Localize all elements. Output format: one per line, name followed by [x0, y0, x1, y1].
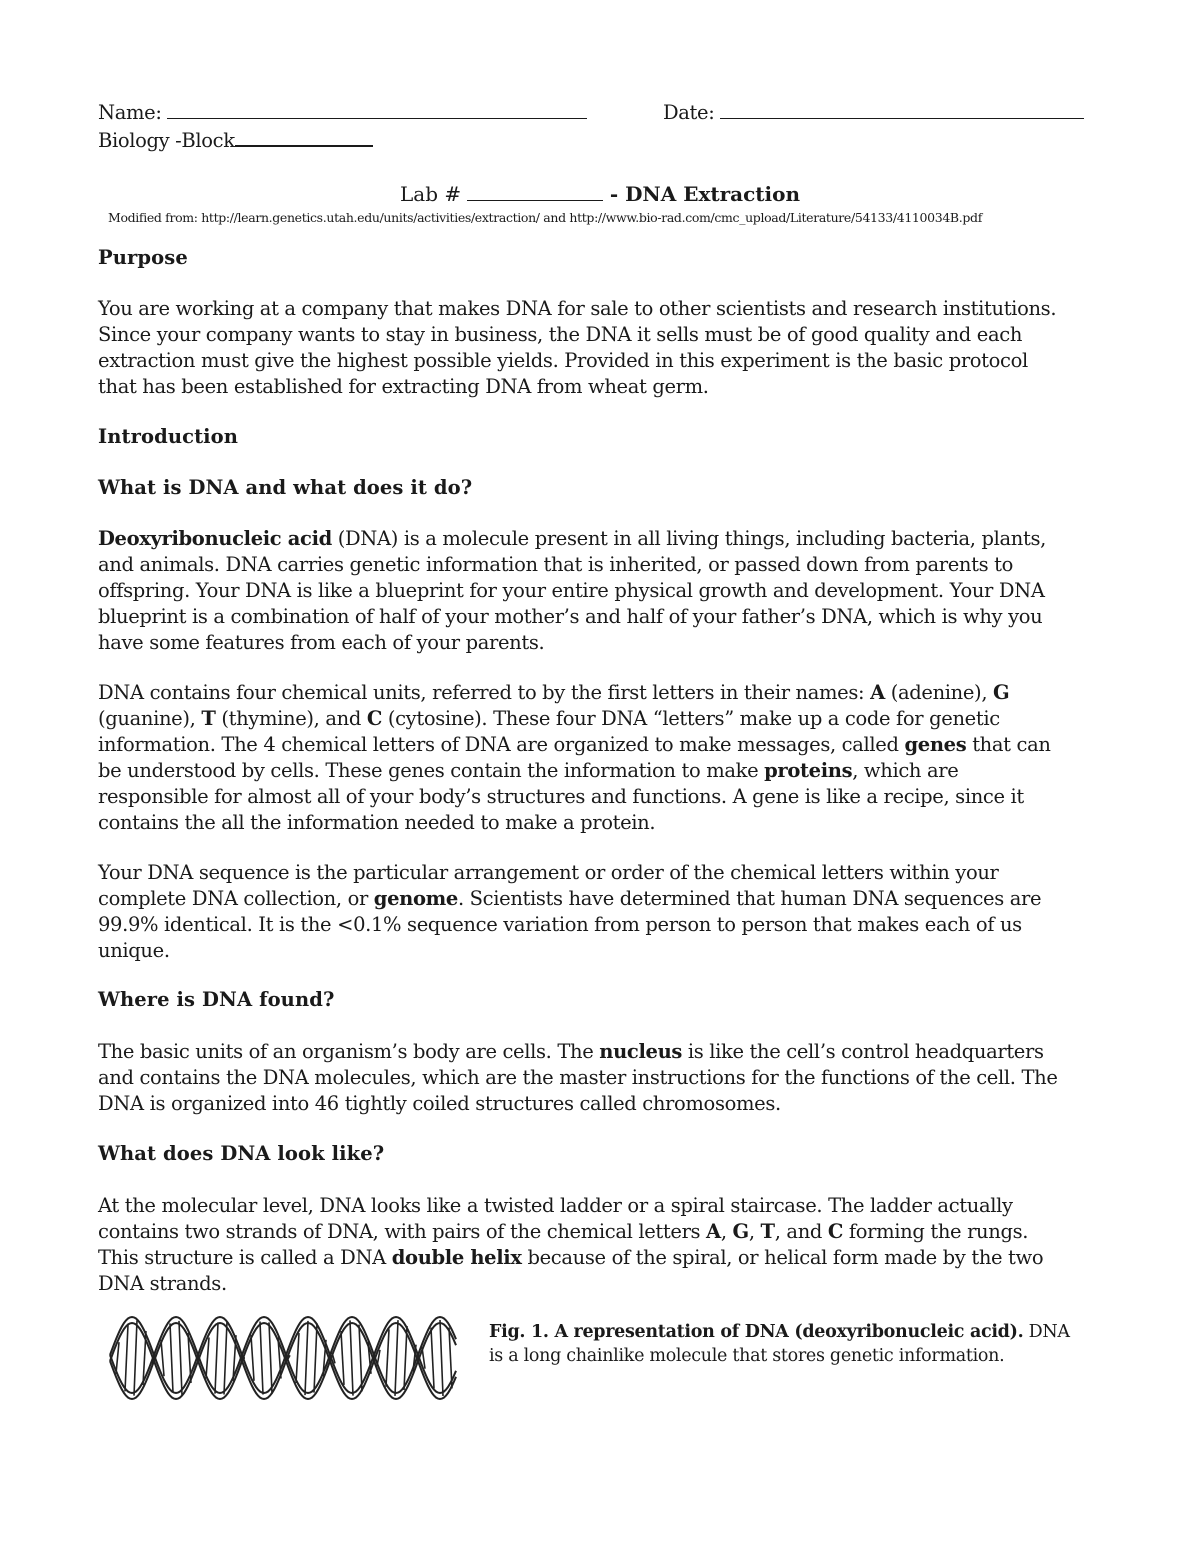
purpose-line: that has been established for extracting DNA from wheat germ.	[98, 375, 709, 398]
paragraph-line: responsible for almost all of your body’s structures and functions. A gene is like a recipe, since it	[98, 785, 1024, 808]
introduction-heading: Introduction	[98, 425, 239, 448]
term-deoxyribonucleic-acid: Deoxyribonucleic acid	[98, 527, 332, 550]
helix-rung	[359, 1325, 362, 1392]
paragraph-line: DNA is organized into 46 tightly coiled structures called chromosomes.	[98, 1092, 781, 1115]
letter-t: T	[201, 707, 216, 730]
letter-g: G	[732, 1220, 749, 1243]
paragraph-line: and contains the DNA molecules, which are the master instructions for the functions of the cell. The	[98, 1066, 1058, 1089]
paragraph-line: At the molecular level, DNA looks like a twisted ladder or a spiral staircase. The ladder actually	[98, 1194, 1013, 1217]
dna-structure-paragraph	[98, 1193, 1108, 1297]
purpose-line: You are working at a company that makes DNA for sale to other scientists and research institutions.	[98, 297, 1057, 320]
helix-rung	[305, 1321, 308, 1395]
paragraph-line: contains the all the information needed to make a protein.	[98, 811, 656, 834]
paragraph-line: 99.9% identical. It is the <0.1% sequence variation from person to person that makes each of us	[98, 913, 1022, 936]
helix-rung	[395, 1320, 398, 1396]
text-run: be understood by cells. These genes contain the information to make	[98, 759, 765, 782]
letter-a: A	[706, 1220, 721, 1243]
text-run: The basic units of an organism’s body are cells. The	[98, 1040, 600, 1063]
letter-c: C	[827, 1220, 844, 1243]
helix-rung	[260, 1322, 263, 1395]
name-label: Name:	[98, 101, 162, 124]
dna-definition-paragraph	[98, 526, 1108, 656]
question-where-is-dna: Where is DNA found?	[98, 988, 335, 1011]
figure-caption-text: DNA	[1023, 1322, 1070, 1342]
term-genome: genome	[373, 887, 458, 910]
helix-rung	[314, 1323, 317, 1392]
helix-rung	[269, 1322, 272, 1393]
text-run: contains two strands of DNA, with pairs of the chemical letters	[98, 1220, 707, 1243]
source-credit: Modified from: http://learn.genetics.utah.edu/units/activities/extraction/ and http://www.bio-rad.com/cmc_upload/Literature/54133/4110034B.pdf	[108, 210, 982, 225]
helix-rung	[251, 1335, 254, 1381]
text-run: that can	[966, 733, 1051, 756]
text-run: complete DNA collection, or	[98, 887, 374, 910]
block-label: Biology -Block	[98, 129, 235, 152]
helix-rung	[296, 1333, 299, 1383]
purpose-line: extraction must give the highest possible yields. Provided in this experiment is the basic protocol	[98, 349, 1028, 372]
term-double-helix: double helix	[391, 1246, 522, 1269]
date-blank[interactable]	[720, 100, 1084, 119]
text-run: information. The 4 chemical letters of DNA are organized to make messages, called	[98, 733, 905, 756]
helix-rung	[404, 1326, 407, 1390]
paragraph-line: Your DNA sequence is the particular arrangement or order of the chemical letters within your	[98, 861, 999, 884]
name-blank[interactable]	[167, 100, 587, 119]
paragraph-line: have some features from each of your parents.	[98, 631, 545, 654]
text-run: (DNA) is a molecule present in all living things, including bacteria, plants,	[331, 527, 1046, 550]
dna-double-helix-icon	[108, 1312, 458, 1404]
text-run: (adenine),	[884, 681, 994, 704]
question-what-does-dna-look-like: What does DNA look like?	[98, 1142, 385, 1165]
paragraph-line: blueprint is a combination of half of your mother’s and half of your father’s DNA, which is why you	[98, 605, 1043, 628]
text-run: because of the spiral, or helical form made by the two	[521, 1246, 1044, 1269]
block-field	[98, 127, 373, 154]
lab-number-blank[interactable]	[467, 182, 603, 201]
helix-rung	[116, 1342, 119, 1374]
paragraph-line: offspring. Your DNA is like a blueprint for your entire physical growth and development. Your DNA	[98, 579, 1045, 602]
text-run: DNA contains four chemical units, referred to by the first letters in their names:	[98, 681, 871, 704]
date-label: Date:	[663, 101, 715, 124]
letter-c: C	[366, 707, 382, 730]
lab-prefix: Lab #	[399, 182, 462, 206]
helix-rung	[161, 1340, 164, 1376]
text-run: ,	[720, 1220, 733, 1243]
text-run: , which are	[852, 759, 959, 782]
lab-title: - DNA Extraction	[609, 182, 800, 206]
text-run: . Scientists have determined that human DNA sequences are	[457, 887, 1042, 910]
paragraph-line: unique.	[98, 939, 170, 962]
purpose-line: Since your company wants to stay in business, the DNA it sells must be of good quality and each	[98, 323, 1023, 346]
date-field	[663, 100, 1084, 126]
helix-rung	[386, 1329, 389, 1386]
term-genes: genes	[904, 733, 967, 756]
block-blank[interactable]	[235, 127, 373, 147]
helix-rung	[440, 1320, 443, 1396]
purpose-paragraph	[98, 296, 1108, 400]
term-proteins: proteins	[764, 759, 853, 782]
paragraph-line: DNA strands.	[98, 1272, 227, 1295]
figure-caption	[489, 1320, 1109, 1368]
helix-rung	[170, 1323, 173, 1392]
text-run: , and	[774, 1220, 828, 1243]
text-run: (thymine), and	[215, 707, 367, 730]
paragraph-line: and animals. DNA carries genetic information that is inherited, or passed down from parents to	[98, 553, 1013, 576]
page-title	[0, 182, 1200, 206]
helix-rung	[215, 1322, 218, 1393]
text-run: forming the rungs.	[843, 1220, 1029, 1243]
chemical-units-paragraph	[98, 680, 1108, 836]
helix-rung	[206, 1338, 209, 1379]
letter-g: G	[993, 681, 1010, 704]
text-run: (cytosine). These four DNA “letters” make up a code for genetic	[382, 707, 1000, 730]
text-run: ,	[748, 1220, 761, 1243]
helix-rung	[125, 1325, 128, 1392]
dna-location-paragraph	[98, 1039, 1108, 1117]
text-run: is like the cell’s control headquarters	[682, 1040, 1044, 1063]
helix-rung	[341, 1331, 344, 1385]
question-what-is-dna: What is DNA and what does it do?	[98, 476, 473, 499]
figure-caption-title: Fig. 1. A representation of DNA (deoxyribonucleic acid).	[489, 1322, 1024, 1342]
helix-rung	[224, 1322, 227, 1395]
figure-caption-text: is a long chainlike molecule that stores genetic information.	[489, 1346, 1005, 1366]
letter-a: A	[870, 681, 885, 704]
helix-rung	[431, 1328, 434, 1389]
helix-rung	[134, 1320, 137, 1395]
helix-rung	[179, 1321, 182, 1395]
term-nucleus: nucleus	[599, 1040, 683, 1063]
purpose-heading: Purpose	[98, 246, 188, 269]
name-field	[98, 100, 587, 126]
text-run: This structure is called a DNA	[98, 1246, 392, 1269]
dna-sequence-paragraph	[98, 860, 1108, 964]
text-run: (guanine),	[98, 707, 202, 730]
letter-t: T	[760, 1220, 775, 1243]
helix-rung	[350, 1320, 353, 1395]
